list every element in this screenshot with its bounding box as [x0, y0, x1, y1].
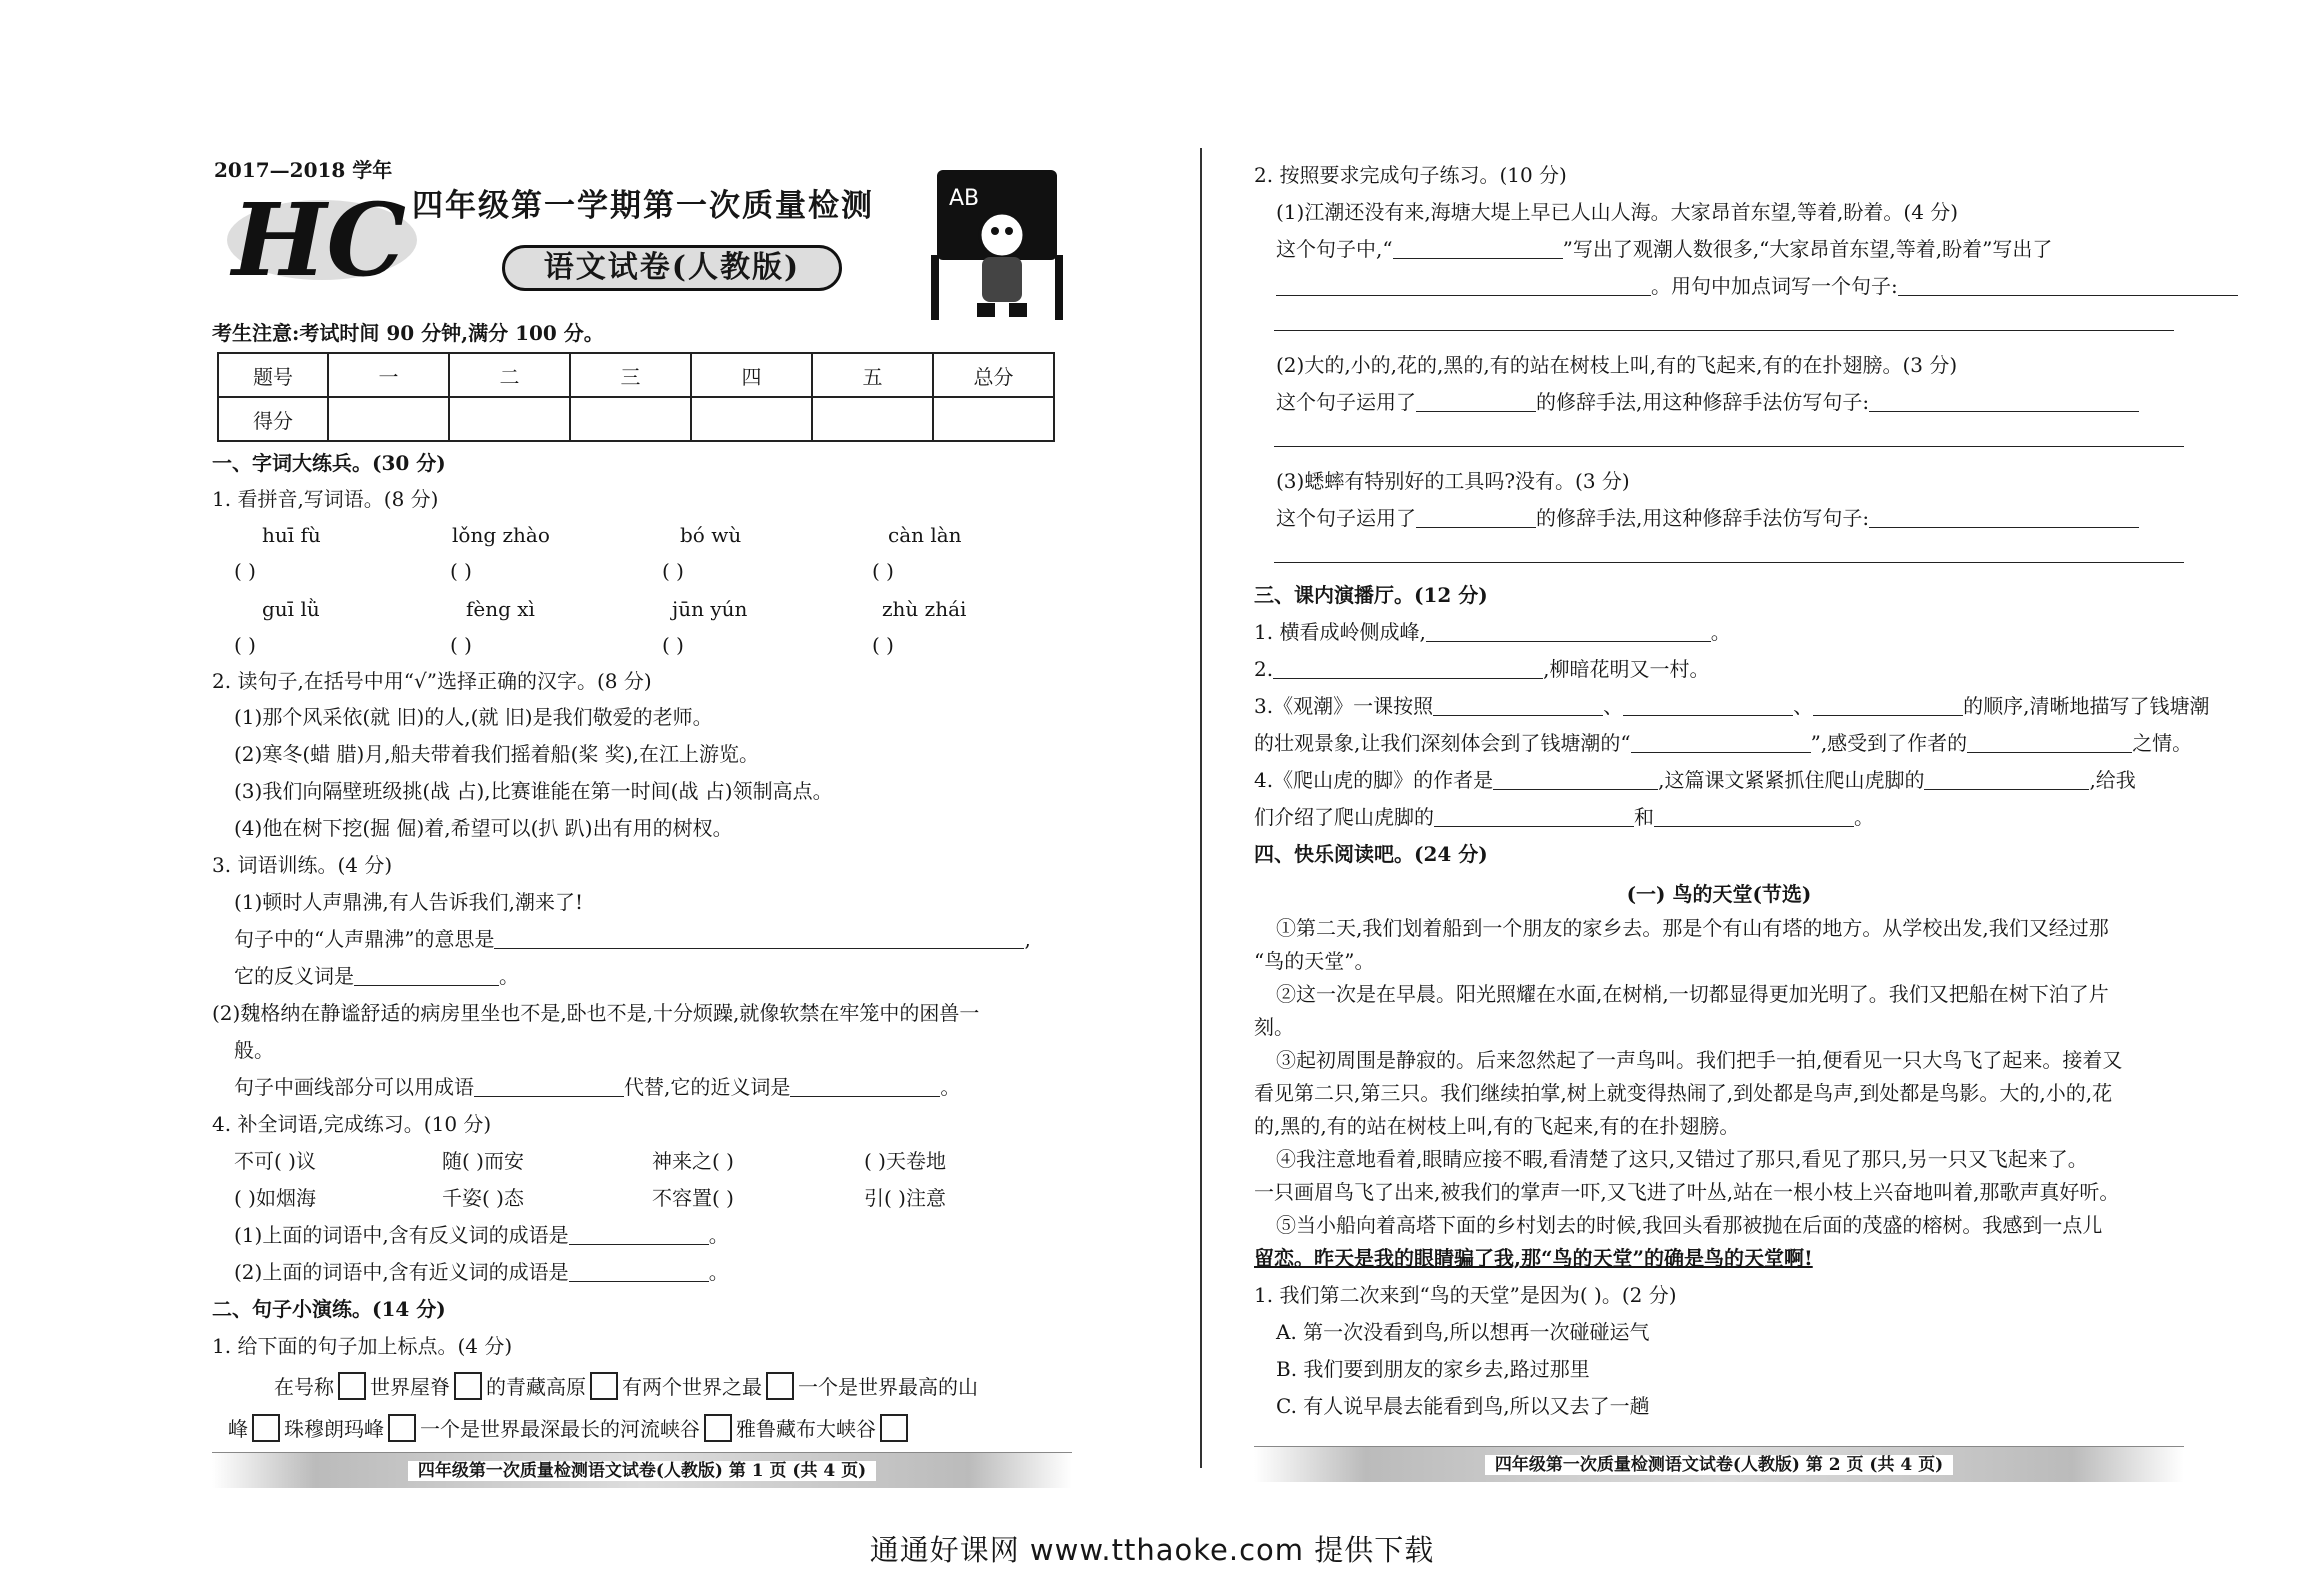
- sentence-fragment: 在号称: [274, 1375, 334, 1399]
- answer-blank[interactable]: [1869, 506, 2139, 528]
- exam-page-2: [1254, 150, 2210, 1490]
- q2-label: 的修辞手法,用这种修辞手法仿写句子:: [1536, 390, 1870, 414]
- q2-sentence-1: (1)江潮还没有来,海塘大堤上早已人山人海。大家昂首东望,等着,盼着。(4 分): [1276, 200, 1959, 224]
- blackboard-mascot-icon: [927, 165, 1067, 325]
- poem-line-1: 1. 横看成岭侧成峰, 。: [1254, 620, 1731, 644]
- question-2: 2. 读句子,在括号中用“√”选择正确的汉字。(8 分): [212, 669, 652, 693]
- poem-line-2: [1254, 654, 1709, 684]
- score-cell[interactable]: [812, 397, 933, 441]
- option-a[interactable]: A. 第一次没看到鸟,所以想再一次碰碰运气: [1276, 1320, 1650, 1344]
- punctuation-box[interactable]: [704, 1414, 732, 1442]
- q3-prompt-antonym: 它的反义词是 。: [234, 964, 519, 988]
- answer-blank[interactable]: [494, 927, 1024, 949]
- answer-line[interactable]: [1274, 330, 2174, 331]
- idiom-fill[interactable]: 随( )而安: [442, 1149, 524, 1173]
- reading-paragraph: 看见第二只,第三只。我们继续拍掌,树上就变得热闹了,到处都是鸟声,到处都是鸟影。大的,小的,花: [1254, 1081, 2113, 1105]
- reading-paragraph: ③起初周围是静寂的。后来忽然起了一声鸟叫。我们把手一拍,便看见一只大鸟飞了起来。接着又: [1276, 1048, 2123, 1072]
- reading-paragraph: ①第二天,我们划着船到一个朋友的家乡去。那是个有山有塔的地方。从学校出发,我们又经过那: [1276, 916, 2109, 940]
- q4-label: (2)上面的词语中,含有近义词的成语是: [234, 1260, 569, 1284]
- s3-question-3: 3.《观潮》一课按照 、 、 的顺序,清晰地描写了钱塘潮: [1254, 694, 2210, 718]
- answer-paren[interactable]: ( ): [872, 633, 894, 657]
- answer-paren[interactable]: ( ): [662, 633, 684, 657]
- s3-label: ,给我: [2089, 768, 2136, 792]
- pinyin: lǒng zhào: [452, 523, 550, 547]
- s3-label: 的顺序,清晰地描写了钱塘潮: [1963, 694, 2210, 718]
- reading-title: (一) 鸟的天堂(节选): [1626, 882, 1812, 906]
- option-c[interactable]: C. 有人说早晨去能看到鸟,所以又去了一趟: [1276, 1394, 1650, 1418]
- page-2-footer: [1254, 1446, 2184, 1482]
- answer-blank[interactable]: [1434, 805, 1634, 827]
- answer-blank[interactable]: [790, 1075, 940, 1097]
- sentence-fragment: 有两个世界之最: [622, 1375, 762, 1399]
- q2-1-prompt: [1276, 234, 2052, 264]
- score-table: [217, 352, 1055, 442]
- s3-question-4: [1254, 765, 2136, 795]
- answer-blank[interactable]: [1924, 768, 2089, 790]
- answer-blank[interactable]: [1416, 390, 1536, 412]
- score-cell[interactable]: [570, 397, 691, 441]
- reading-paragraph: ②这一次是在早晨。阳光照耀在水面,在树梢,一切都显得更加光明了。我们又把船在树下泊了片: [1276, 982, 2109, 1006]
- s3-label: 之情。: [2132, 731, 2193, 755]
- score-cell[interactable]: [933, 397, 1054, 441]
- answer-paren[interactable]: ( ): [234, 559, 256, 583]
- pinyin: guī lǜ: [262, 597, 320, 621]
- score-header-cell: 一: [328, 353, 449, 397]
- svg-text:AB: AB: [949, 186, 980, 211]
- q2-label: 这个句子运用了: [1276, 506, 1416, 530]
- s3-label: 2.: [1254, 657, 1274, 681]
- pinyin: huī fù: [262, 523, 321, 547]
- score-header-cell: 四: [691, 353, 812, 397]
- score-header-cell: 总分: [933, 353, 1054, 397]
- idiom-fill[interactable]: ( )如烟海: [234, 1186, 316, 1210]
- answer-blank[interactable]: [1426, 620, 1711, 642]
- s3-label: ”,感受到了作者的: [1810, 731, 1968, 755]
- answer-blank[interactable]: [1393, 237, 1563, 259]
- answer-paren[interactable]: ( ): [450, 633, 472, 657]
- reading-paragraph: “鸟的天堂”。: [1254, 949, 1375, 973]
- answer-blank[interactable]: [569, 1223, 709, 1245]
- punctuation-line-2: [228, 1414, 912, 1444]
- hc-logo-icon: [222, 180, 422, 290]
- svg-text:HC: HC: [232, 181, 407, 290]
- answer-blank[interactable]: [1967, 731, 2132, 753]
- pinyin: jūn yún: [672, 597, 748, 621]
- score-cell[interactable]: [691, 397, 812, 441]
- reading-paragraph: ⑤当小船向着高塔下面的乡村划去的时候,我回头看那被抛在后面的茂盛的榕树。我感到一点儿: [1276, 1213, 2103, 1237]
- reading-paragraph: 留恋。昨天是我的眼睛骗了我,那“鸟的天堂”的确是鸟的天堂啊!: [1254, 1246, 1813, 1270]
- q2-label: 。用句中加点词写一个句子:: [1651, 274, 1898, 298]
- page-divider: [1200, 148, 1202, 1468]
- sentence-fragment: 的青藏高原: [486, 1375, 586, 1399]
- answer-line[interactable]: [1274, 562, 2184, 563]
- punctuation-box[interactable]: [252, 1414, 280, 1442]
- punctuation-box[interactable]: [388, 1414, 416, 1442]
- section-3-heading: 三、课内演播厅。(12 分): [1254, 583, 1488, 607]
- score-header-cell: 题号: [218, 353, 328, 397]
- q4-sub-1: (1)上面的词语中,含有反义词的成语是 。: [234, 1223, 729, 1247]
- q2-item: (3)我们向隔壁班级挑(战 占),比赛谁能在第一时间(战 占)领制高点。: [234, 779, 833, 803]
- punctuation-box[interactable]: [880, 1414, 908, 1442]
- q2-label: 这个句子运用了: [1276, 390, 1416, 414]
- punctuation-box[interactable]: [766, 1372, 794, 1400]
- answer-blank[interactable]: [354, 964, 499, 986]
- answer-blank[interactable]: [474, 1075, 624, 1097]
- answer-blank[interactable]: [1493, 768, 1658, 790]
- answer-blank[interactable]: [1813, 694, 1963, 716]
- answer-paren[interactable]: ( ): [662, 559, 684, 583]
- idiom-fill[interactable]: 不可( )议: [234, 1149, 316, 1173]
- idiom-fill[interactable]: 神来之( ): [652, 1149, 734, 1173]
- section-2-heading: 二、句子小演练。(14 分): [212, 1297, 446, 1321]
- page-1-footer: [212, 1452, 1072, 1488]
- answer-line[interactable]: [1274, 446, 2184, 447]
- answer-blank[interactable]: [1869, 390, 2139, 412]
- question-3: 3. 词语训练。(4 分): [212, 853, 393, 877]
- answer-blank[interactable]: [1416, 506, 1536, 528]
- sentence-fragment: 雅鲁藏布大峡谷: [736, 1417, 876, 1441]
- s3-label: ,柳暗花明又一村。: [1543, 657, 1710, 681]
- punctuation-box[interactable]: [590, 1372, 618, 1400]
- pinyin: fèng xì: [466, 597, 535, 621]
- answer-blank[interactable]: [569, 1260, 709, 1282]
- reading-paragraph: 的,黑的,有的站在树枝上叫,有的飞起来,有的在扑翅膀。: [1254, 1114, 1740, 1138]
- q2-item: (1)那个风采依(就 旧)的人,(就 旧)是我们敬爱的老师。: [234, 705, 713, 729]
- score-row-label: 得分: [218, 397, 328, 441]
- sentence-fragment: 世界屋脊: [370, 1375, 450, 1399]
- s3-label: 1. 横看成岭侧成峰,: [1254, 620, 1426, 644]
- option-b[interactable]: B. 我们要到朋友的家乡去,路过那里: [1276, 1357, 1590, 1381]
- q2-sentence-2: (2)大的,小的,花的,黑的,有的站在树枝上叫,有的飞起来,有的在扑翅膀。(3 分): [1276, 353, 1958, 377]
- score-cell[interactable]: [328, 397, 449, 441]
- punctuation-box[interactable]: [338, 1372, 366, 1400]
- answer-paren[interactable]: ( ): [450, 559, 472, 583]
- download-credit: 通通好课网 www.tthaoke.com 提供下载: [869, 1533, 1435, 1567]
- question-4: 4. 补全词语,完成练习。(10 分): [212, 1112, 492, 1136]
- question-5: 1. 给下面的句子加上标点。(4 分): [212, 1334, 513, 1358]
- q4-sub-2: (2)上面的词语中,含有近义词的成语是 。: [234, 1260, 729, 1284]
- q3-sentence-2: (2)魏格纳在静谧舒适的病房里坐也不是,卧也不是,十分烦躁,就像软禁在牢笼中的困兽一: [212, 1001, 980, 1025]
- reading-paragraph: 刻。: [1254, 1015, 1294, 1039]
- reading-paragraph: 一只画眉鸟飞了出来,被我们的掌声一吓,又飞进了叶丛,站在一根小枝上兴奋地叫着,那歌声真好听。: [1254, 1180, 2120, 1204]
- sentence-fragment: 一个是世界最深最长的河流峡谷: [420, 1417, 700, 1441]
- q3-prompt-meaning: 句子中的“人声鼎沸”的意思是 ,: [234, 927, 1031, 951]
- q2-item: (2)寒冬(蜡 腊)月,船夫带着我们摇着船(桨 奖),在江上游览。: [234, 742, 759, 766]
- answer-blank[interactable]: [1623, 694, 1793, 716]
- answer-blank[interactable]: [1654, 805, 1854, 827]
- q3-prompt-idiom: 句子中画线部分可以用成语 代替,它的近义词是 。: [234, 1075, 961, 1099]
- reading-paragraph: ④我注意地看着,眼睛应接不暇,看清楚了这只,又错过了那只,看见了那只,另一只又飞起来了。: [1276, 1147, 2088, 1171]
- q2-label: 这个句子中,“: [1276, 237, 1393, 261]
- section-4-heading: 四、快乐阅读吧。(24 分): [1254, 842, 1488, 866]
- q3-label: 代替,它的近义词是: [624, 1075, 791, 1099]
- idiom-fill[interactable]: ( )天卷地: [864, 1149, 946, 1173]
- q2-item: (4)他在树下挖(掘 倔)着,希望可以(扒 趴)出有用的树杈。: [234, 816, 733, 840]
- main-title: 四年级第一学期第一次质量检测: [412, 188, 874, 224]
- score-cell[interactable]: [449, 397, 570, 441]
- s3-label: 4.《爬山虎的脚》的作者是: [1254, 768, 1494, 792]
- answer-blank[interactable]: [1433, 694, 1603, 716]
- sub-title: 语文试卷(人教版): [502, 245, 842, 291]
- exam-page-1: [212, 150, 1072, 1490]
- q3-sentence-1: (1)顿时人声鼎沸,有人告诉我们,潮来了!: [234, 890, 584, 914]
- s3-question-4-cont: 们介绍了爬山虎脚的 和 。: [1254, 805, 1874, 829]
- pinyin: bó wù: [680, 523, 742, 547]
- question-1: 1. 看拼音,写词语。(8 分): [212, 487, 439, 511]
- s3-label: 们介绍了爬山虎脚的: [1254, 805, 1434, 829]
- q4-label: (1)上面的词语中,含有反义词的成语是: [234, 1223, 569, 1247]
- q3-label: 它的反义词是: [234, 964, 354, 988]
- sentence-fragment: 珠穆朗玛峰: [284, 1417, 384, 1441]
- answer-blank[interactable]: [1276, 274, 1651, 296]
- punctuation-line-1: [274, 1372, 978, 1402]
- sentence-fragment: 峰: [228, 1417, 248, 1441]
- footer-text: 四年级第一次质量检测语文试卷(人教版) 第 1 页 (共 4 页): [408, 1461, 876, 1481]
- pinyin: càn làn: [888, 523, 962, 547]
- score-header-cell: 五: [812, 353, 933, 397]
- q3-label: 句子中画线部分可以用成语: [234, 1075, 474, 1099]
- q2-label: 的修辞手法,用这种修辞手法仿写句子:: [1536, 506, 1870, 530]
- score-header-cell: 三: [570, 353, 691, 397]
- sentence-fragment: 一个是世界最高的山: [798, 1375, 978, 1399]
- punctuation-box[interactable]: [454, 1372, 482, 1400]
- q2-3-prompt: [1276, 503, 2139, 533]
- footer-text: 四年级第一次质量检测语文试卷(人教版) 第 2 页 (共 4 页): [1485, 1455, 1953, 1475]
- q2-sentence-3: (3)蟋蟀有特别好的工具吗?没有。(3 分): [1276, 469, 1630, 493]
- idiom-fill[interactable]: 千姿( )态: [442, 1186, 524, 1210]
- q3-sentence-2-cont: 般。: [234, 1038, 274, 1062]
- school-year: 2017—2018 学年: [214, 158, 393, 182]
- answer-blank[interactable]: [1898, 274, 2238, 296]
- pinyin: zhù zhái: [882, 597, 967, 621]
- exam-notice: 考生注意:考试时间 90 分钟,满分 100 分。: [212, 321, 604, 345]
- answer-paren[interactable]: ( ): [872, 559, 894, 583]
- s3-label: ,这篇课文紧紧抓住爬山虎脚的: [1658, 768, 1925, 792]
- section-1-heading: 一、字词大练兵。(30 分): [212, 451, 446, 475]
- s3-label: 的壮观景象,让我们深刻体会到了钱塘潮的“: [1254, 731, 1631, 755]
- q2-2-prompt: [1276, 387, 2139, 417]
- s3-label: 和: [1634, 805, 1654, 829]
- s3-question-3-cont: [1254, 728, 2192, 758]
- answer-blank[interactable]: [1631, 731, 1811, 753]
- s3-label: 3.《观潮》一课按照: [1254, 694, 1434, 718]
- q3-label: 句子中的“人声鼎沸”的意思是: [234, 927, 495, 951]
- answer-blank[interactable]: [1273, 657, 1543, 679]
- reading-question-1: 1. 我们第二次来到“鸟的天堂”是因为( )。(2 分): [1254, 1283, 1677, 1307]
- answer-paren[interactable]: ( ): [234, 633, 256, 657]
- q2-1-prompt-2: [1276, 271, 2238, 301]
- q2-label: ”写出了观潮人数很多,“大家昂首东望,等着,盼着”写出了: [1562, 237, 2053, 261]
- idiom-fill[interactable]: 不容置( ): [652, 1186, 734, 1210]
- idiom-fill[interactable]: 引( )注意: [864, 1186, 946, 1210]
- question-2-heading: 2. 按照要求完成句子练习。(10 分): [1254, 163, 1567, 187]
- score-header-cell: 二: [449, 353, 570, 397]
